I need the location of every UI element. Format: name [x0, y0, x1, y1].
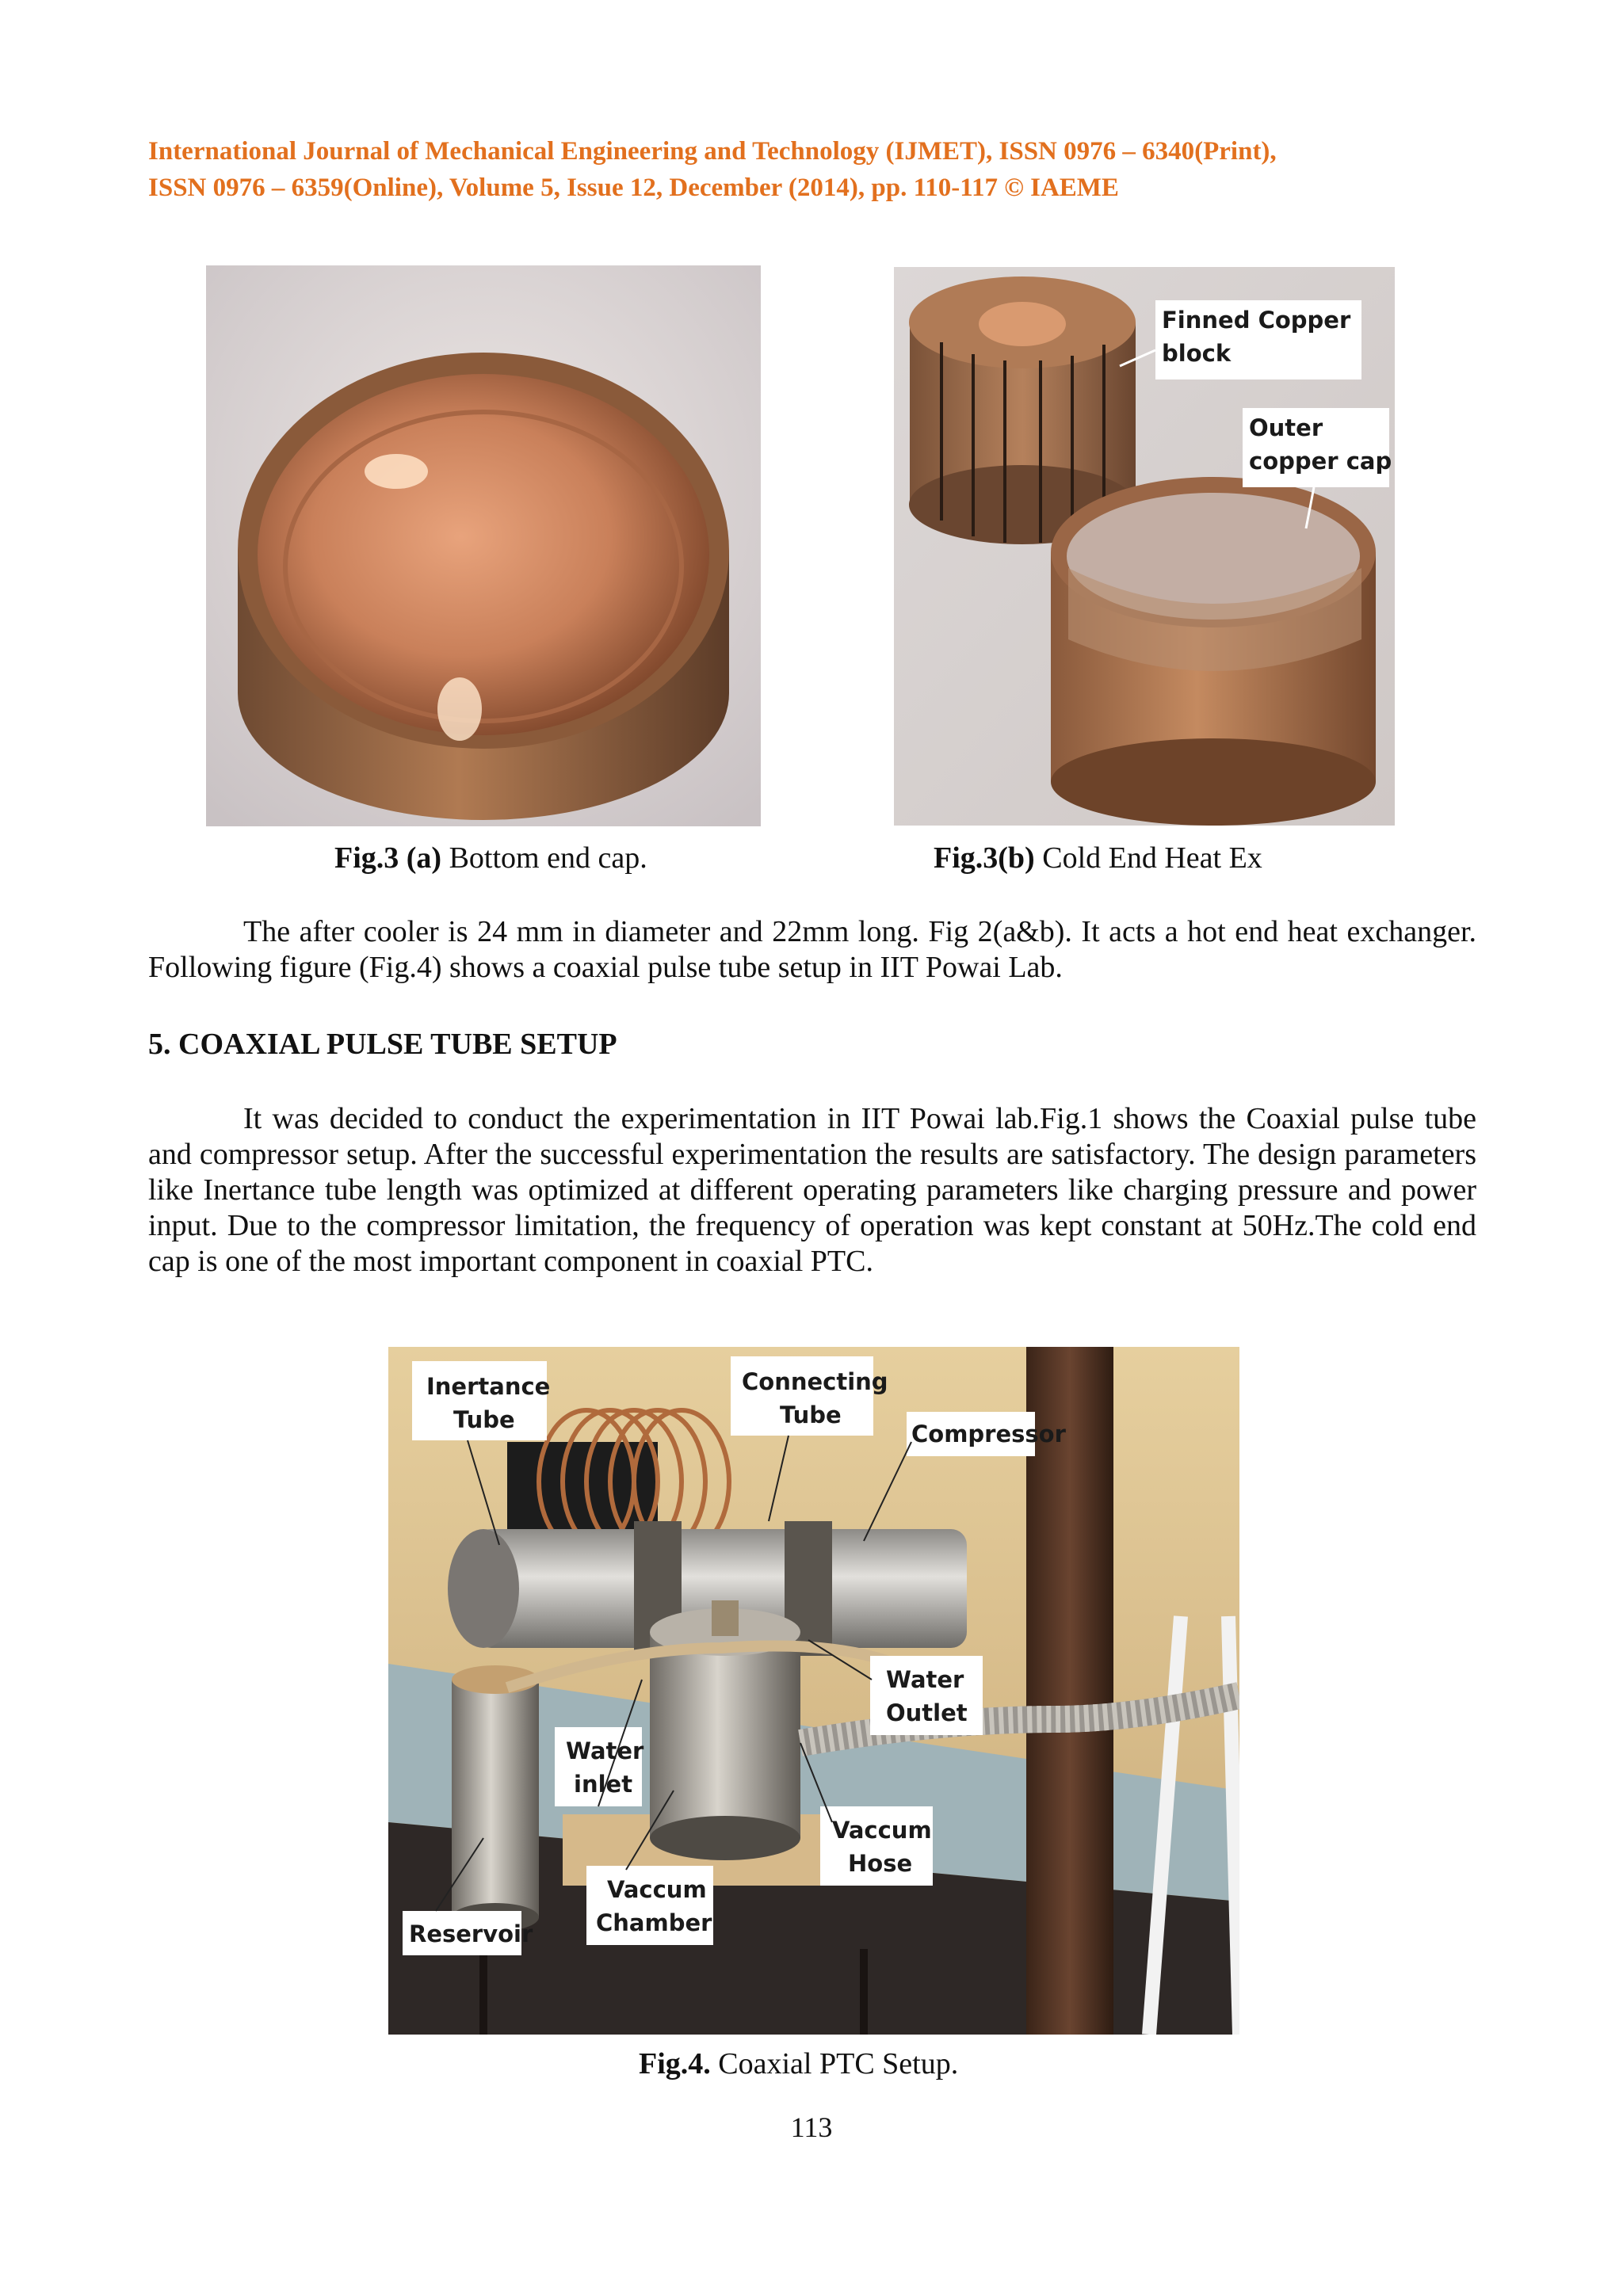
label-connecting-tube: Tube [780, 1402, 842, 1428]
fig4-caption-text: Coaxial PTC Setup. [710, 2047, 959, 2081]
fig3b-photo [894, 267, 1395, 826]
fig3a-caption-label: Fig.3 (a) [334, 841, 442, 875]
label-water-outlet: Water [886, 1666, 964, 1693]
label-connecting: Connecting [742, 1368, 888, 1395]
page-number: 113 [790, 2111, 833, 2143]
label-inertance-tube: Tube [453, 1406, 515, 1433]
section-heading: 5. COAXIAL PULSE TUBE SETUP [148, 1028, 617, 1061]
fig3b-caption-text: Cold End Heat Ex [1034, 841, 1262, 875]
journal-header-line2: ISSN 0976 – 6359(Online), Volume 5, Issue 12, December (2014), pp. 110-117 © IAEME [148, 174, 1119, 202]
fig4-caption-label: Fig.4. [639, 2047, 711, 2081]
label-vaccum-chamber-2: Chamber [596, 1909, 712, 1936]
fig3a-caption-text: Bottom end cap. [441, 841, 647, 875]
journal-header [148, 133, 1480, 206]
fig4-photo [388, 1347, 1239, 2035]
label-reservoir: Reservoir [409, 1920, 533, 1947]
fig3a-photo [206, 265, 761, 826]
journal-header-line1: International Journal of Mechanical Engineering and Technology (IJMET), ISSN 0976 – 6340(Print), [148, 137, 1277, 166]
paragraph-1-text: The after cooler is 24 mm in diameter and 22mm long. Fig 2(a&b). It acts a hot end heat exchanger. Following figure (Fig.4) shows a coaxial pulse tube setup in IIT Powai Lab. [148, 915, 1476, 984]
label-finned-block: block [1162, 340, 1232, 367]
label-water-outlet-2: Outlet [886, 1699, 968, 1726]
label-water-inlet: Water [566, 1737, 644, 1764]
label-vaccum-hose: Vaccum [832, 1817, 932, 1844]
label-water-inlet-2: inlet [574, 1771, 633, 1798]
paragraph-1 [148, 914, 1476, 986]
label-inertance: Inertance [426, 1373, 551, 1400]
label-outer: Outer [1249, 414, 1323, 441]
label-vaccum-chamber: Vaccum [607, 1876, 707, 1903]
fig4-caption [639, 2046, 958, 2082]
paragraph-2-text: It was decided to conduct the experimentation in IIT Powai lab.Fig.1 shows the Coaxial pulse tube and compressor setup. After the successful experimentation the results are satisfactory. The design parameters like Inertance tube length was optimized at different operating parameters like charging pressure and power input. Due to the compressor limitation, the frequency of operation was kept constant at 50Hz.The cold end cap is one of the most important component in coaxial PTC. [148, 1102, 1476, 1278]
label-finned-copper: Finned Copper [1162, 307, 1351, 334]
fig3a-caption [334, 840, 647, 876]
label-compressor: Compressor [911, 1421, 1066, 1447]
fig3b-caption [934, 840, 1262, 876]
label-copper-cap: copper cap [1249, 448, 1392, 475]
label-vaccum-hose-2: Hose [848, 1850, 913, 1877]
fig3b-caption-label: Fig.3(b) [934, 841, 1035, 875]
paragraph-2 [148, 1101, 1476, 1280]
